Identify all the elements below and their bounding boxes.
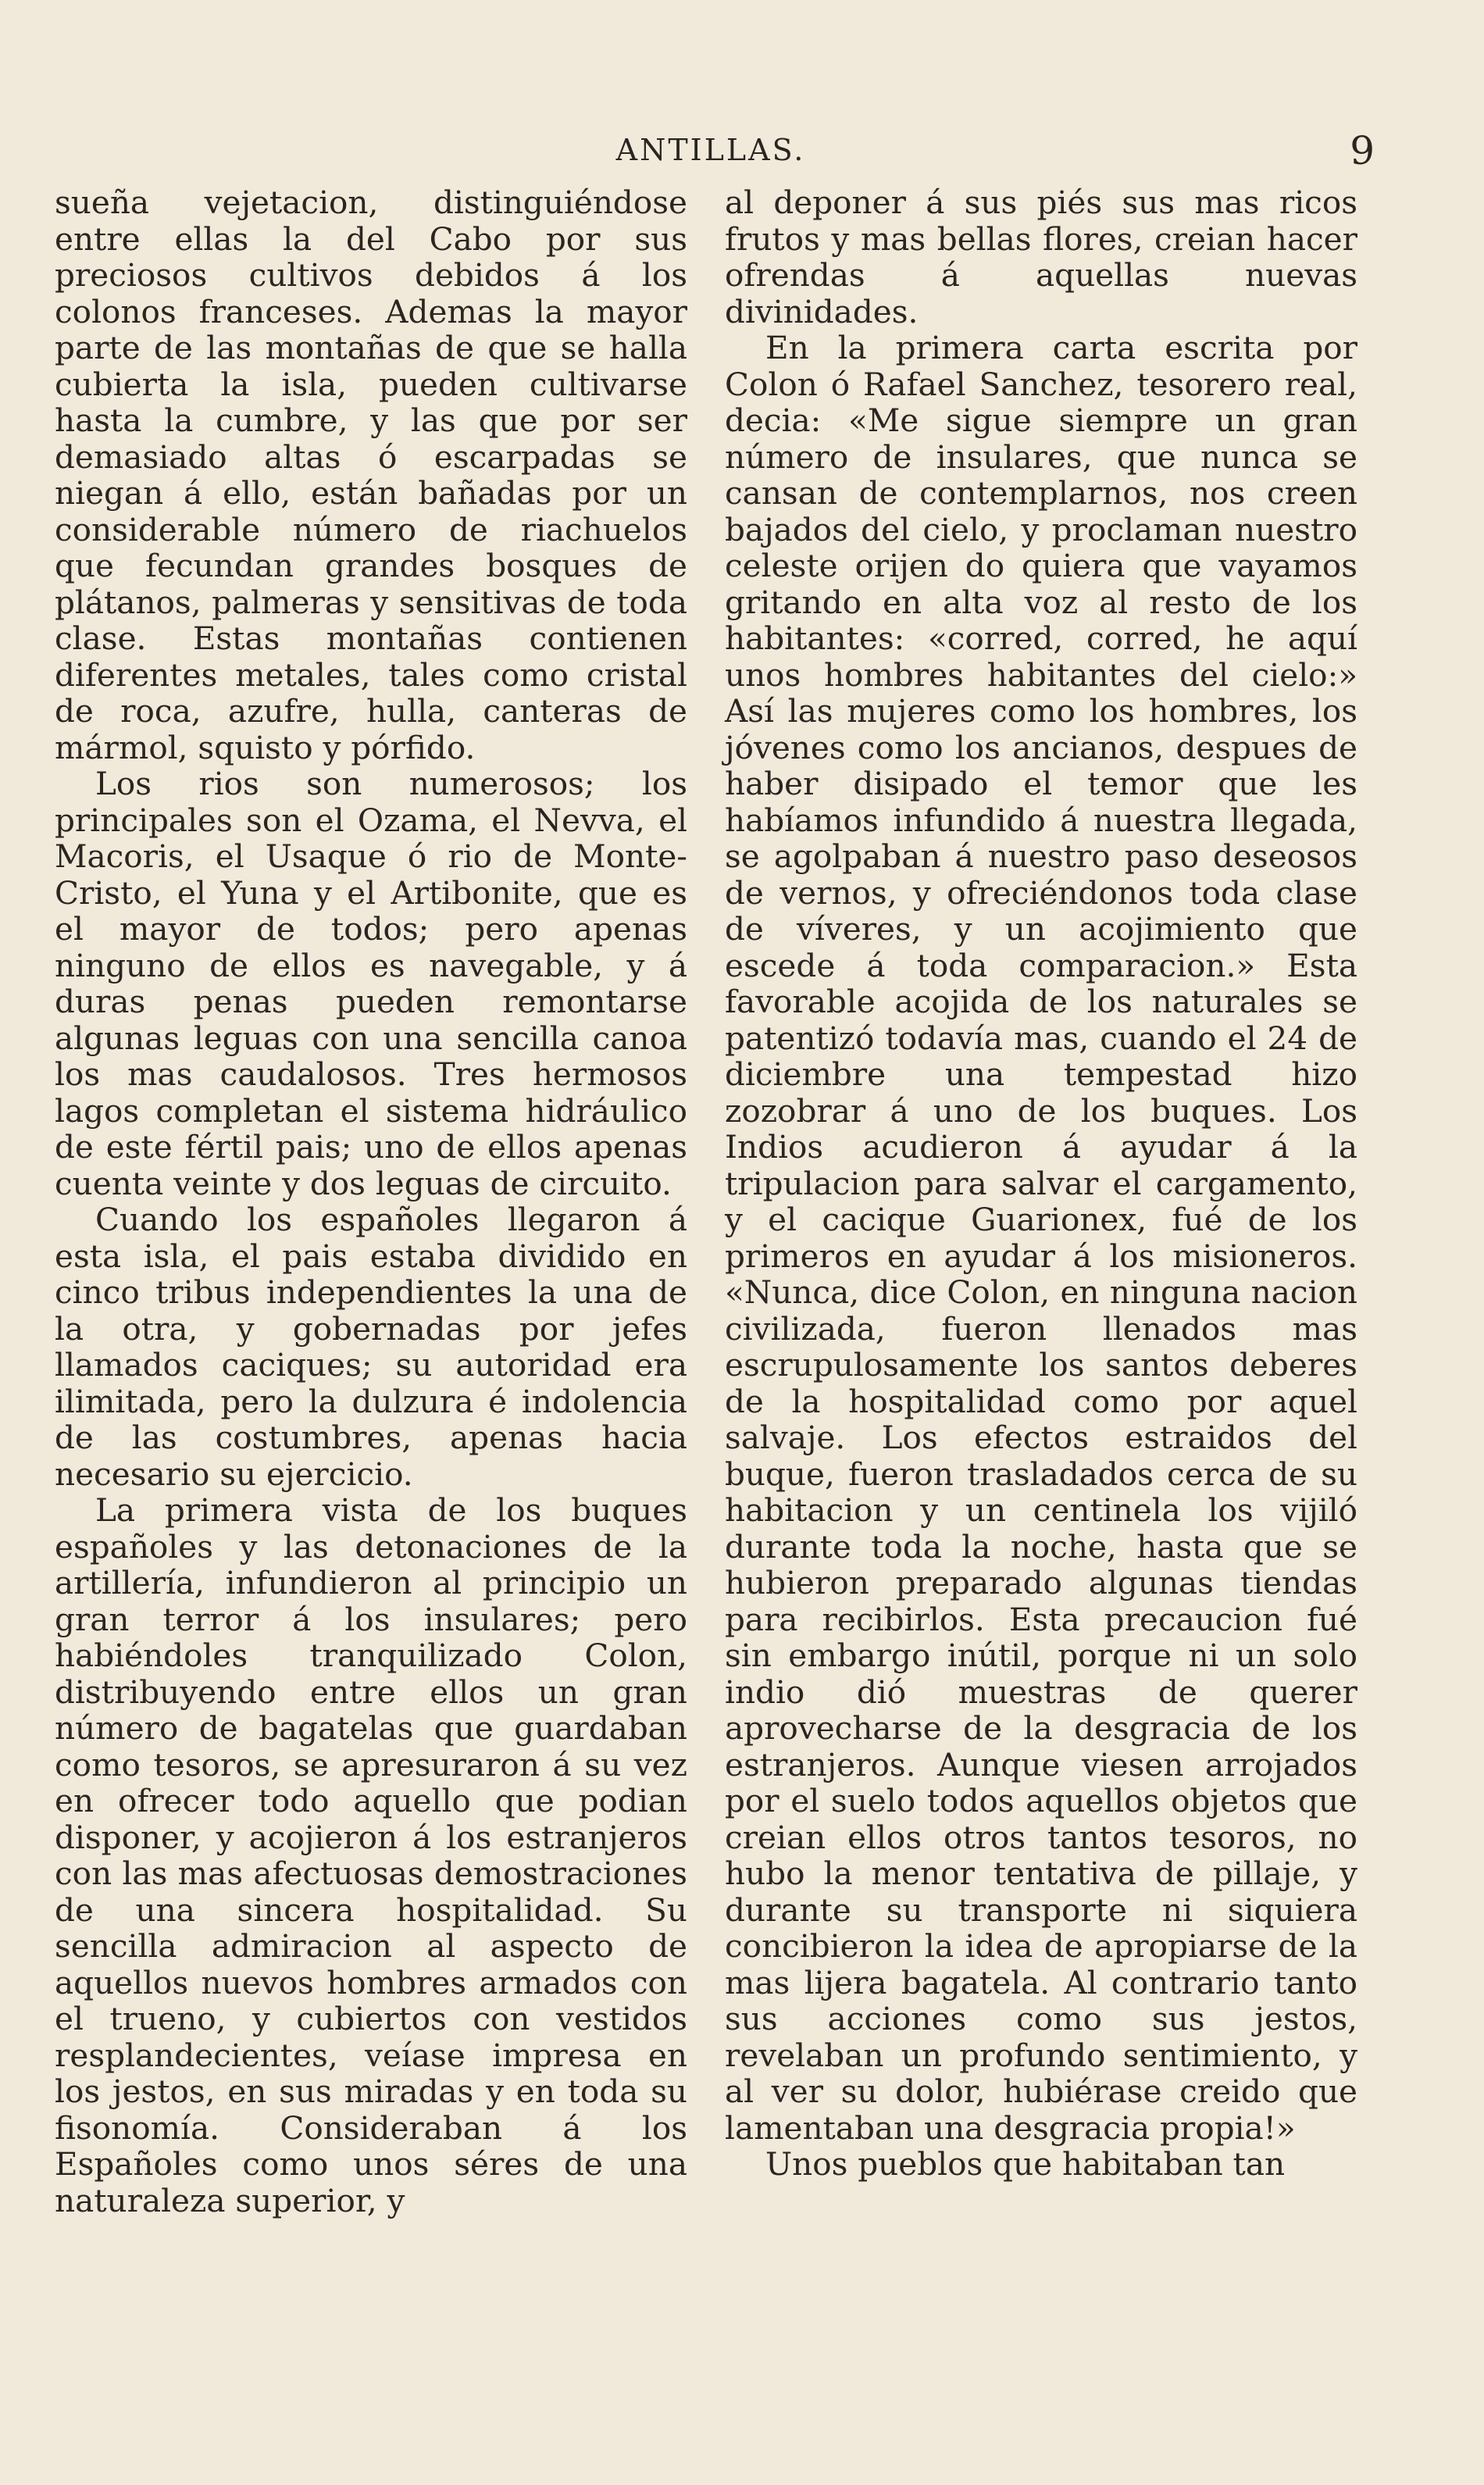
- page-header: [47, 128, 1375, 180]
- paragraph: Los rios son numerosos; los principales son el Ozama, el Nevva, el Macoris, el Usaque ó rio de Monte-Cristo, el Yuna y el Artibonite, que es el mayor de todos; pero apenas ninguno de ellos es navegable, y á duras penas pueden remontarse algunas leguas con una sencilla canoa los mas caudalosos. Tres hermosos lagos completan el sistema hidráulico de este fértil pais; uno de ellos apenas cuenta veinte y dos leguas de circuito.: [55, 765, 687, 1202]
- paragraph: Cuando los españoles llegaron á esta isla, el pais estaba dividido en cinco tribus independientes la una de la otra, y gobernadas por jefes llamados caciques; su autoridad era ilimitada, pero la dulzura é indolencia de las costumbres, apenas hacia necesario su ejercicio.: [55, 1201, 687, 1493]
- right-column: [725, 184, 1357, 2183]
- left-column: [55, 184, 687, 2219]
- paragraph: al deponer á sus piés sus mas ricos frutos y mas bellas flores, creian hacer ofrendas á aquellas nuevas divinidades.: [725, 184, 1357, 330]
- paragraph: En la primera carta escrita por Colon ó Rafael Sanchez, tesorero real, decia: «Me sigue siempre un gran número de insulares, que nunca se cansan de contemplarnos, nos creen bajados del cielo, y proclaman nuestro celeste orijen do quiera que vayamos gritando en alta voz al resto de los habitantes: «corred, corred, he aquí unos hombres habitantes del cielo:» Así las mujeres como los hombres, los jóvenes como los ancianos, despues de haber disipado el temor que les habíamos infundido á nuestra llegada, se agolpaban á nuestro paso deseosos de vernos, y ofreciéndonos toda clase de víveres, y un acojimiento que escede á toda comparacion.» Esta favorable acojida de los naturales se patentizó todavía mas, cuando el 24 de diciembre una tempestad hizo zozobrar á uno de los buques. Los Indios acudieron á ayudar á la tripulacion para salvar el cargamento, y el cacique Guarionex, fué de los primeros en ayudar á los misioneros. «Nunca, dice Colon, en ninguna nacion civilizada, fueron llenados mas escrupulosamente los santos deberes de la hospitalidad como por aquel salvaje. Los efectos estraidos del buque, fueron trasladados cerca de su habitacion y un centinela los vijiló durante toda la noche, hasta que se hubieron preparado algunas tiendas para recibirlos. Esta precaucion fué sin embargo inútil, porque ni un solo indio dió muestras de querer aprovecharse de la desgracia de los estranjeros. Aunque viesen arrojados por el suelo todos aquellos objetos que creian ellos otros tantos tesoros, no hubo la menor tentativa de pillaje, y durante su transporte ni siquiera concibieron la idea de apropiarse de la mas lijera bagatela. Al contrario tanto sus acciones como sus jestos, revelaban un profundo sentimiento, y al ver su dolor, hubiérase creido que lamentaban una desgracia propia!»: [725, 329, 1357, 2147]
- page-number: 9: [1350, 128, 1375, 173]
- paragraph: sueña vejetacion, distinguiéndose entre ellas la del Cabo por sus preciosos cultivos debidos á los colonos franceses. Ademas la mayor parte de las montañas de que se halla cubierta la isla, pueden cultivarse hasta la cumbre, y las que por ser demasiado altas ó escarpadas se niegan á ello, están bañadas por un considerable número de riachuelos que fecundan grandes bosques de plátanos, palmeras y sensitivas de toda clase. Estas montañas contienen diferentes metales, tales como cristal de roca, azufre, hulla, canteras de mármol, squisto y pórfido.: [55, 184, 687, 766]
- paragraph: La primera vista de los buques españoles y las detonaciones de la artillería, infundieron al principio un gran terror á los insulares; pero habiéndoles tranquilizado Colon, distribuyendo entre ellos un gran número de bagatelas que guardaban como tesoros, se apresuraron á su vez en ofrecer todo aquello que podian disponer, y acojieron á los estranjeros con las mas afectuosas demostraciones de una sincera hospitalidad. Su sencilla admiracion al aspecto de aquellos nuevos hombres armados con el trueno, y cubiertos con vestidos resplandecientes, veíase impresa en los jestos, en sus miradas y en toda su fisonomía. Consideraban á los Españoles como unos séres de una naturaleza superior, y: [55, 1491, 687, 2219]
- paragraph: Unos pueblos que habitaban tan: [765, 2145, 1286, 2183]
- running-title: ANTILLAS.: [615, 133, 806, 167]
